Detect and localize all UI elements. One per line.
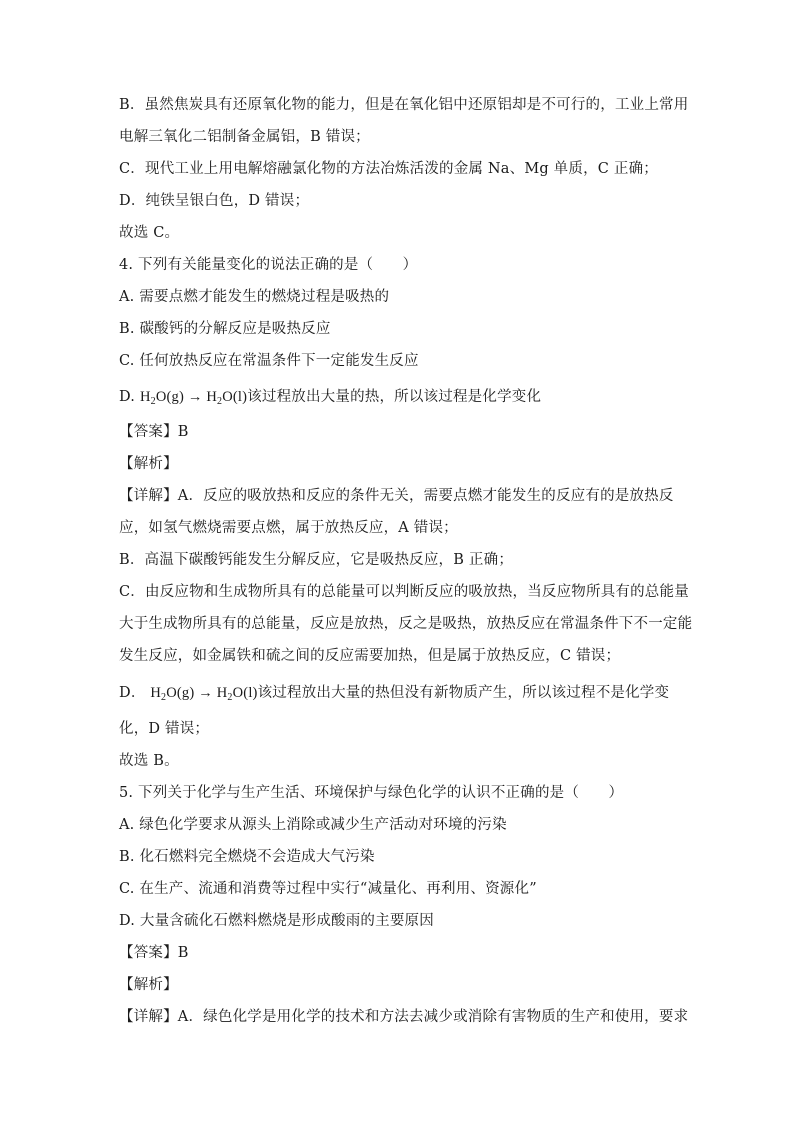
chemical-formula: $H_2O(g) \to H_2O(l)$ [150,685,258,703]
chemical-formula: $H_2O(g) \to H_2O(l)$ [139,389,248,407]
question-5-option-b: B. 化石燃料完全燃烧不会造成大气污染 [119,849,375,865]
question-4-option-c: C. 任何放热反应在常温条件下一定能发生反应 [119,353,419,369]
text-line: 化，D 错误； [119,721,210,737]
text-line: 故选 C。 [119,225,180,241]
text-line: B．虽然焦炭具有还原氧化物的能力，但是在氧化铝中还原铝却是不可行的，工业上常用 [119,97,689,113]
analysis-label: 【解析】 [119,977,178,993]
option-prefix: D. [119,389,140,405]
text-line: 【详解】A．反应的吸放热和反应的条件无关，需要点燃才能发生的反应有的是放热反 [119,488,674,504]
question-4-stem: 4. 下列有关能量变化的说法正确的是（ ） [119,257,418,273]
question-5-option-a: A. 绿色化学要求从源头上消除或减少生产活动对环境的污染 [119,817,507,833]
text-line: B．高温下碳酸钙能发生分解反应，它是吸热反应，B 正确； [119,552,514,568]
question-5-option-d: D. 大量含硫化石燃料燃烧是形成酸雨的主要原因 [119,913,434,929]
answer-label: 【答案】B [119,945,189,961]
answer-label: 【答案】B [119,424,189,440]
text-line: C．由反应物和生成物所具有的总能量可以判断反应的吸放热，当反应物所具有的总能量 [119,584,689,600]
text-line: 大于生成物所具有的总能量，反应是放热，反之是吸热，放热反应在常温条件下不一定能 [119,616,693,632]
text-line: 发生反应，如金属铁和硫之间的反应需要加热，但是属于放热反应，C 错误； [119,648,621,664]
analysis-label: 【解析】 [119,456,178,472]
option-text: 该过程放出大量的热，所以该过程是化学变化 [247,389,542,405]
text-line: D．纯铁呈银白色，D 错误； [119,193,310,209]
explanation-d [119,684,679,703]
text-line: 故选 B。 [119,753,179,769]
option-prefix: D． [119,685,146,701]
document-page [119,96,693,1027]
question-4-option-a: A. 需要点燃才能发生的燃烧过程是吸热的 [119,289,390,305]
question-4-option-b: B. 碳酸钙的分解反应是吸热反应 [119,321,331,337]
text-line: 应，如氢气燃烧需要点燃，属于放热反应，A 错误； [119,520,458,536]
question-5-stem: 5. 下列关于化学与生产生活、环境保护与绿色化学的认识不正确的是（ ） [119,785,624,801]
question-5-option-c: C. 在生产、流通和消费等过程中实行“减量化、再利用、资源化” [119,881,537,897]
text-line: C．现代工业上用电解熔融氯化物的方法冶炼活泼的金属 Na、Mg 单质，C 正确； [119,161,658,177]
text-line: 电解三氧化二铝制备金属铝，B 错误； [119,129,370,145]
question-4-option-d [119,388,679,407]
option-text: 该过程放出大量的热但没有新物质产生，所以该过程不是化学变 [257,685,670,701]
text-line: 【详解】A．绿色化学是用化学的技术和方法去减少或消除有害物质的生产和使用，要求 [119,1009,689,1025]
